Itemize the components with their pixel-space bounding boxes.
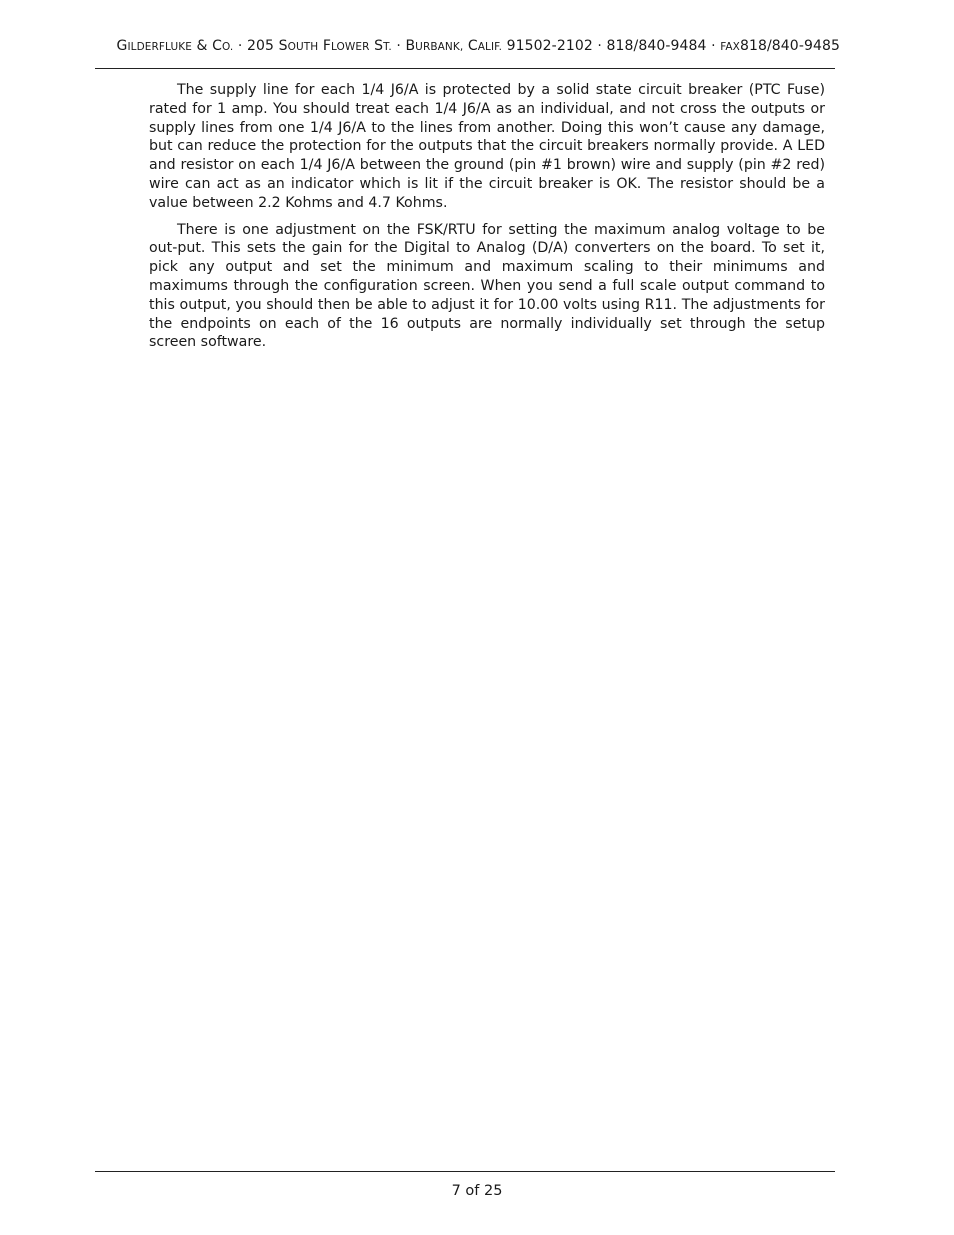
paragraph-adjustment: There is one adjustment on the FSK/RTU for setting the maximum analog voltage to be out-put. This sets the gain for the Digital to Analog (D/A) converters on the board. To set it, pick any output and set the minimum and maximum scaling to their minimums and maximums through the configuration screen. When you send a full scale output command to this output, you should then be able to adjust it for 10.00 volts using R11. The adjustments for the endpoints on each of the 16 outputs are normally individually set through the setup screen software.: [149, 221, 825, 351]
page-header: [116, 38, 840, 54]
footer-rule: [95, 1171, 835, 1172]
page-number: 7 of 25: [451, 1183, 503, 1199]
paragraph-circuit-breaker: The supply line for each 1/4 J6/A is protected by a solid state circuit breaker (PTC Fuse) rated for 1 amp. You should treat each 1/4 J6/A as an individual, and not cross the outputs or supply lines from one 1/4 J6/A to the lines from another. Doing this won’t cause any damage, but can reduce the protection for the outputs that the circuit breakers normally provide. A LED and resistor on each 1/4 J6/A between the ground (pin #1 brown) wire and supply (pin #2 red) wire can act as an indicator which is lit if the circuit breaker is OK. The resistor should be a value between 2.2 Kohms and 4.7 Kohms.: [149, 82, 825, 211]
document-body: [149, 81, 825, 360]
header-text: GILDERFLUKE & CO. · 205 SOUTH FLOWER ST. · BURBANK, CALIF. 91502-2102 · 818/840-9484 · FAX818/840-9485: [116, 38, 840, 54]
header-rule: [95, 68, 835, 69]
